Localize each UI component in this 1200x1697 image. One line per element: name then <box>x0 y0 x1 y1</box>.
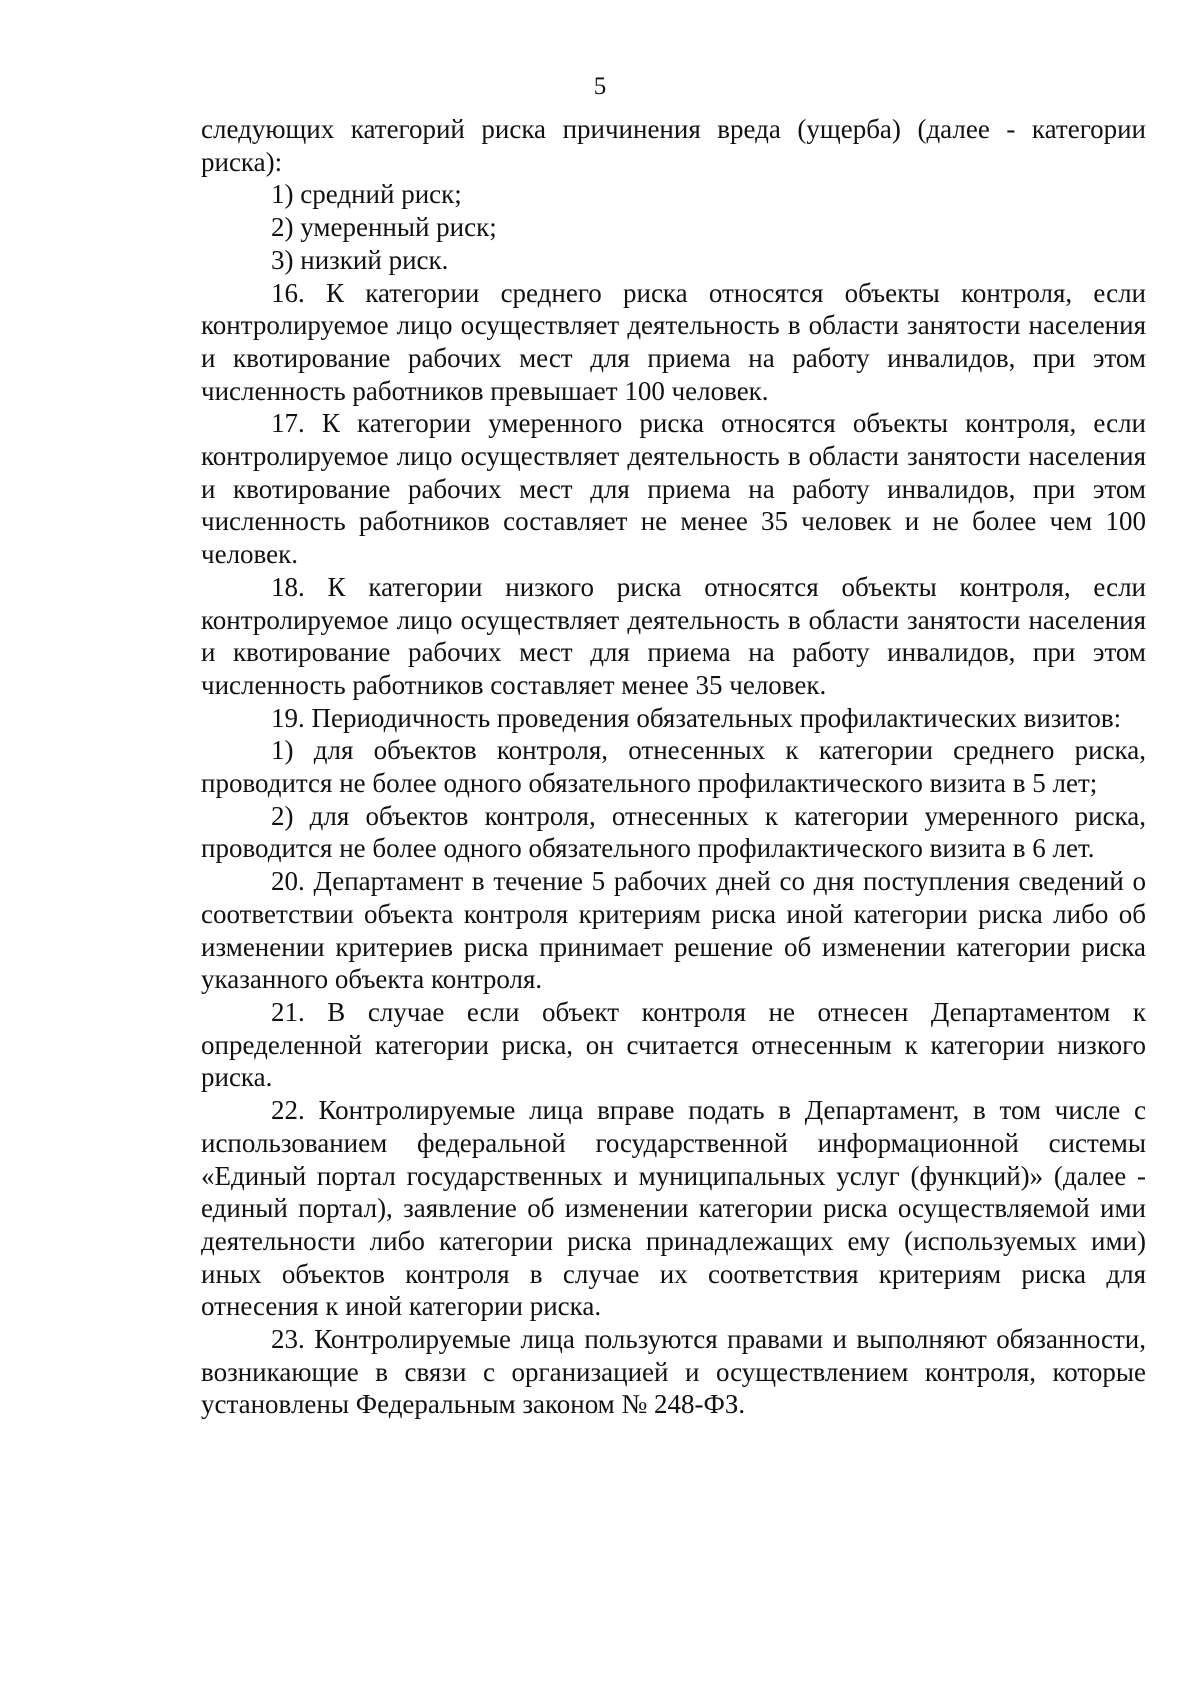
page-number: 5 <box>593 73 607 100</box>
paragraph-16: 16. К категории среднего риска относятся объекты контроля, если контролируемое лицо осуществляет деятельность в области занятости населения и квотирование рабочих мест для приема на работу инвалидов, при этом численность работников превышает 100 человек. <box>201 277 1146 406</box>
paragraph-19-item-1: 1) для объектов контроля, отнесенных к категории среднего риска, проводится не более одного обязательного профилактического визита в 5 лет; <box>201 735 1146 799</box>
paragraph-17: 17. К категории умеренного риска относятся объекты контроля, если контролируемое лицо осуществляет деятельность в области занятости населения и квотирование рабочих мест для приема на работу инвалидов, при этом численность работников составляет не менее 35 человек и не более чем 100 человек. <box>201 408 1146 570</box>
paragraph-19-item-2: 2) для объектов контроля, отнесенных к категории умеренного риска, проводится не более одного обязательного профилактического визита в 6 лет. <box>201 800 1146 864</box>
paragraph-intro: следующих категорий риска причинения вреда (ущерба) (далее - категории риска): <box>201 114 1146 177</box>
paragraph-20: 20. Департамент в течение 5 рабочих дней со дня поступления сведений о соответствии объекта контроля критериям риска иной категории риска либо об изменении критериев риска принимает решение об изменении категории риска указанного объекта контроля. <box>201 866 1146 995</box>
paragraph-23: 23. Контролируемые лица пользуются правами и выполняют обязанности, возникающие в связи с организацией и осуществлением контроля, которые установлены Федеральным законом № 248-ФЗ. <box>201 1324 1146 1420</box>
list-item-moderate-risk: 2) умеренный риск; <box>271 212 497 243</box>
list-item-medium-risk: 1) средний риск; <box>271 179 462 210</box>
document-body <box>201 113 1146 1421</box>
paragraph-18: 18. К категории низкого риска относятся объекты контроля, если контролируемое лицо осуществляет деятельность в области занятости населения и квотирование рабочих мест для приема на работу инвалидов, при этом численность работников составляет менее 35 человек. <box>201 571 1146 700</box>
list-item-low-risk: 3) низкий риск. <box>271 244 449 275</box>
paragraph-21: 21. В случае если объект контроля не отнесен Департаментом к определенной категории риска, он считается отнесенным к категории низкого риска. <box>201 996 1146 1093</box>
paragraph-19: 19. Периодичность проведения обязательных профилактических визитов: <box>271 702 1122 733</box>
paragraph-22: 22. Контролируемые лица вправе подать в Департамент, в том числе с использованием федеральной государственной информационной системы «Единый портал государственных и муниципальных услуг (функций)» (далее - единый портал), заявление об изменении категории риска осуществляемой ими деятельности либо категории риска принадлежащих ему (используемых ими) иных объектов контроля в случае их соответствия критериям риска для отнесения к иной категории риска. <box>201 1095 1146 1322</box>
